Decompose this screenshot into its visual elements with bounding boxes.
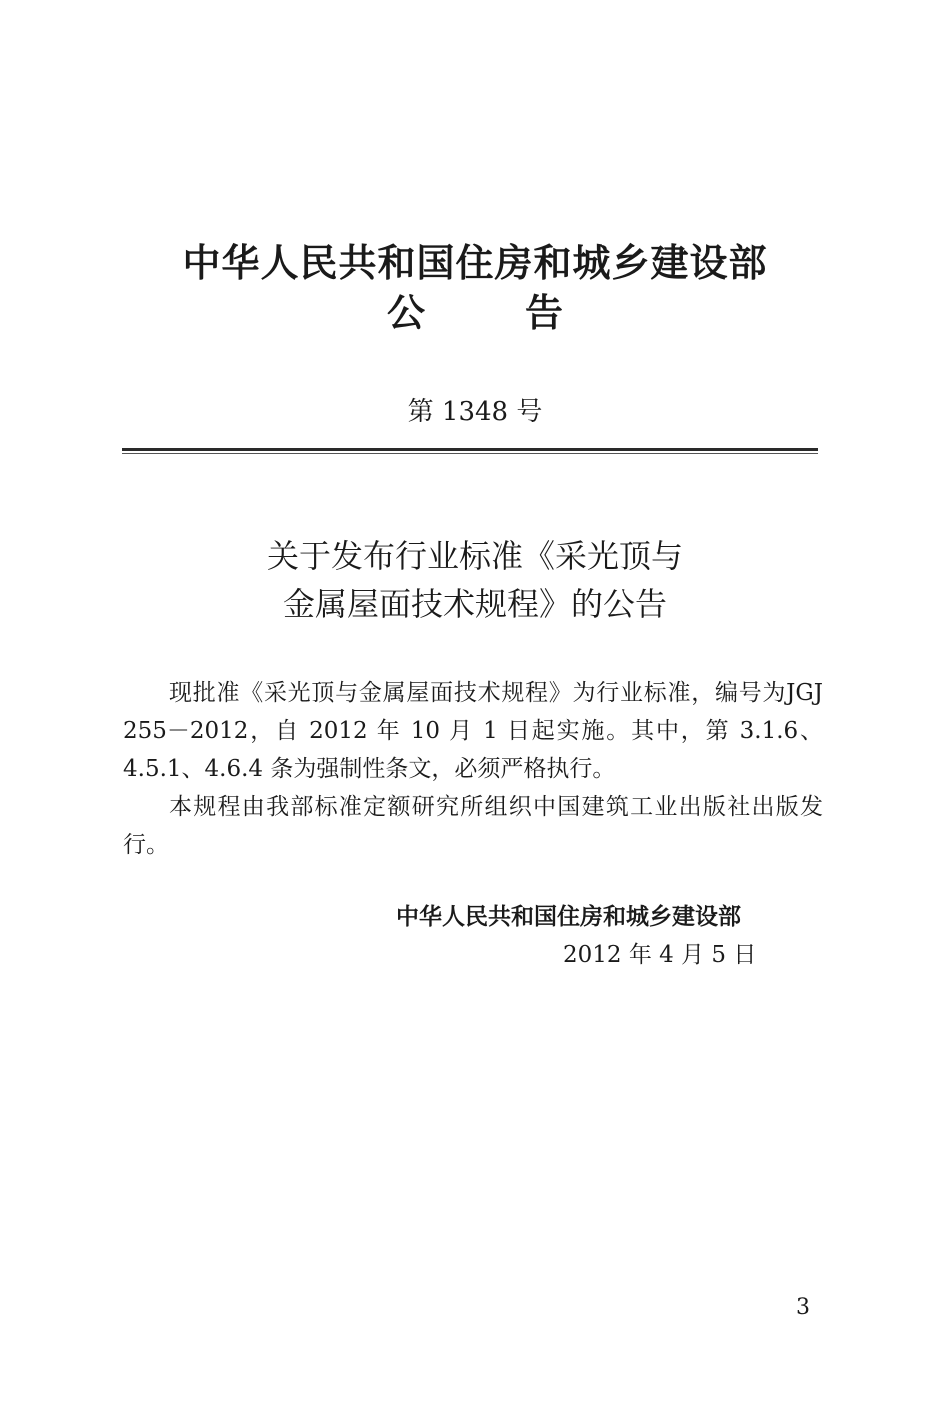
signature-date: 2012 年 4 月 5 日 <box>563 942 757 968</box>
document-number: 第 1348 号 <box>407 397 543 427</box>
divider-line-thin <box>122 453 818 454</box>
document-type-char-1: 公 <box>386 291 425 335</box>
document-type-heading <box>0 288 950 338</box>
page-number: 3 <box>796 1295 810 1320</box>
notice-body <box>123 674 823 864</box>
document-type-char-2: 告 <box>525 291 564 335</box>
divider-line <box>122 448 818 451</box>
signature-organization: 中华人民共和国住房和城乡建设部 <box>396 904 741 930</box>
notice-title <box>0 532 950 628</box>
notice-title-line-1: 关于发布行业标准《采光顶与 <box>266 537 683 575</box>
body-paragraph-2: 本规程由我部标准定额研究所组织中国建筑工业出版社出版发行。 <box>123 794 823 858</box>
body-paragraph-1: 现批准《采光顶与金属屋面技术规程》为行业标准，编号为JGJ 255－2012，自 2012 年 10 月 1 日起实施。其中，第 3.1.6、4.5.1、4.6.4 条为强制性条文，必须严格执行。 <box>123 680 823 782</box>
notice-title-line-2: 金属屋面技术规程》的公告 <box>282 585 667 623</box>
ministry-title: 中华人民共和国住房和城乡建设部 <box>182 241 768 285</box>
